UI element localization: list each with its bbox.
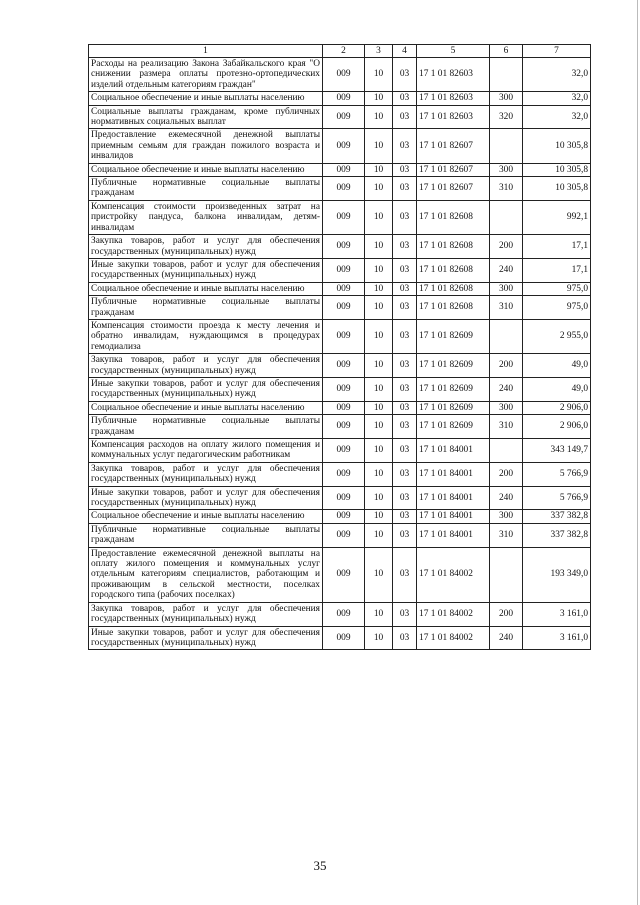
expense-type-cell: 310 (490, 177, 523, 201)
amount-cell: 343 149,7 (523, 439, 591, 463)
budget-table (88, 44, 591, 650)
ministry-code-cell: 009 (323, 377, 365, 401)
row-name-cell: Расходы на реализацию Закона Забайкальского края "О снижении размера оплаты протезно-ортопедических изделий отдельным категориям граждан" (89, 58, 323, 92)
row-name-cell: Закупка товаров, работ и услуг для обеспечения государственных (муниципальных) нужд (89, 602, 323, 626)
subsection-code-cell: 03 (393, 439, 417, 463)
amount-cell: 2 955,0 (523, 319, 591, 353)
expense-type-cell (490, 319, 523, 353)
expense-type-cell: 200 (490, 354, 523, 378)
subsection-code-cell: 03 (393, 105, 417, 129)
row-name-cell: Компенсация стоимости проезда к месту лечения и обратно инвалидам, нуждающимся в процедурах гемодиализа (89, 319, 323, 353)
target-article-cell: 17 1 01 82608 (417, 235, 490, 259)
section-code-cell: 10 (365, 319, 393, 353)
subsection-code-cell: 03 (393, 235, 417, 259)
amount-cell: 10 305,8 (523, 177, 591, 201)
ministry-code-cell: 009 (323, 354, 365, 378)
table-row (89, 462, 591, 486)
amount-cell: 975,0 (523, 282, 591, 295)
ministry-code-cell: 009 (323, 58, 365, 92)
section-code-cell: 10 (365, 296, 393, 320)
target-article-cell: 17 1 01 82607 (417, 163, 490, 176)
column-header: 6 (490, 45, 523, 58)
expense-type-cell (490, 200, 523, 234)
expense-type-cell: 200 (490, 462, 523, 486)
ministry-code-cell: 009 (323, 401, 365, 414)
row-name-cell: Социальное обеспечение и иные выплаты населению (89, 510, 323, 523)
ministry-code-cell: 009 (323, 486, 365, 510)
target-article-cell: 17 1 01 82608 (417, 296, 490, 320)
expense-type-cell: 300 (490, 163, 523, 176)
row-name-cell: Предоставление ежемесячной денежной выплаты на оплату жилого помещения и коммунальных услуг отдельным категориям специалистов, работающим и проживающим в сельской местности, поселках городского типа (рабочих поселках) (89, 547, 323, 602)
table-row (89, 296, 591, 320)
row-name-cell: Закупка товаров, работ и услуг для обеспечения государственных (муниципальных) нужд (89, 462, 323, 486)
subsection-code-cell: 03 (393, 510, 417, 523)
ministry-code-cell: 009 (323, 462, 365, 486)
row-name-cell: Социальное обеспечение и иные выплаты населению (89, 401, 323, 414)
subsection-code-cell: 03 (393, 200, 417, 234)
ministry-code-cell: 009 (323, 163, 365, 176)
ministry-code-cell: 009 (323, 235, 365, 259)
table-row (89, 129, 591, 163)
expense-type-cell: 300 (490, 401, 523, 414)
expense-type-cell: 240 (490, 258, 523, 282)
row-name-cell: Закупка товаров, работ и услуг для обеспечения государственных (муниципальных) нужд (89, 354, 323, 378)
target-article-cell: 17 1 01 84001 (417, 486, 490, 510)
amount-cell: 5 766,9 (523, 462, 591, 486)
expense-type-cell: 240 (490, 626, 523, 650)
section-code-cell: 10 (365, 602, 393, 626)
amount-cell: 49,0 (523, 354, 591, 378)
subsection-code-cell: 03 (393, 377, 417, 401)
amount-cell: 17,1 (523, 235, 591, 259)
subsection-code-cell: 03 (393, 129, 417, 163)
expense-type-cell: 310 (490, 523, 523, 547)
expense-type-cell (490, 129, 523, 163)
table-row (89, 510, 591, 523)
expense-type-cell: 310 (490, 415, 523, 439)
row-name-cell: Социальное обеспечение и иные выплаты населению (89, 282, 323, 295)
table-row (89, 163, 591, 176)
ministry-code-cell: 009 (323, 258, 365, 282)
row-name-cell: Иные закупки товаров, работ и услуг для обеспечения государственных (муниципальных) нужд (89, 258, 323, 282)
table-row (89, 523, 591, 547)
section-code-cell: 10 (365, 200, 393, 234)
table-row (89, 626, 591, 650)
subsection-code-cell: 03 (393, 523, 417, 547)
table-row (89, 439, 591, 463)
expense-type-cell: 240 (490, 377, 523, 401)
row-name-cell: Иные закупки товаров, работ и услуг для обеспечения государственных (муниципальных) нужд (89, 626, 323, 650)
table-row (89, 258, 591, 282)
target-article-cell: 17 1 01 84002 (417, 602, 490, 626)
table-row (89, 105, 591, 129)
table-row (89, 58, 591, 92)
table-body (89, 58, 591, 650)
ministry-code-cell: 009 (323, 105, 365, 129)
amount-cell: 10 305,8 (523, 163, 591, 176)
subsection-code-cell: 03 (393, 462, 417, 486)
expense-type-cell: 200 (490, 235, 523, 259)
section-code-cell: 10 (365, 92, 393, 105)
row-name-cell: Публичные нормативные социальные выплаты гражданам (89, 177, 323, 201)
amount-cell: 337 382,8 (523, 510, 591, 523)
expense-type-cell: 300 (490, 510, 523, 523)
row-name-cell: Социальное обеспечение и иные выплаты населению (89, 92, 323, 105)
expense-type-cell: 300 (490, 92, 523, 105)
target-article-cell: 17 1 01 82607 (417, 129, 490, 163)
table-row (89, 486, 591, 510)
ministry-code-cell: 009 (323, 296, 365, 320)
row-name-cell: Закупка товаров, работ и услуг для обеспечения государственных (муниципальных) нужд (89, 235, 323, 259)
section-code-cell: 10 (365, 462, 393, 486)
target-article-cell: 17 1 01 82609 (417, 319, 490, 353)
section-code-cell: 10 (365, 235, 393, 259)
target-article-cell: 17 1 01 82609 (417, 377, 490, 401)
table-row (89, 415, 591, 439)
section-code-cell: 10 (365, 129, 393, 163)
target-article-cell: 17 1 01 82608 (417, 258, 490, 282)
expense-type-cell (490, 58, 523, 92)
target-article-cell: 17 1 01 84001 (417, 462, 490, 486)
section-code-cell: 10 (365, 439, 393, 463)
target-article-cell: 17 1 01 84001 (417, 523, 490, 547)
target-article-cell: 17 1 01 82608 (417, 282, 490, 295)
target-article-cell: 17 1 01 82603 (417, 92, 490, 105)
amount-cell: 32,0 (523, 58, 591, 92)
target-article-cell: 17 1 01 82608 (417, 200, 490, 234)
ministry-code-cell: 009 (323, 129, 365, 163)
amount-cell: 992,1 (523, 200, 591, 234)
table-row (89, 354, 591, 378)
subsection-code-cell: 03 (393, 58, 417, 92)
amount-cell: 32,0 (523, 92, 591, 105)
row-name-cell: Компенсация стоимости произведенных затрат на пристройку пандуса, балкона инвалидам, детям-инвалидам (89, 200, 323, 234)
subsection-code-cell: 03 (393, 258, 417, 282)
target-article-cell: 17 1 01 82609 (417, 401, 490, 414)
amount-cell: 3 161,0 (523, 602, 591, 626)
table-row (89, 282, 591, 295)
column-header: 5 (417, 45, 490, 58)
row-name-cell: Социальное обеспечение и иные выплаты населению (89, 163, 323, 176)
section-code-cell: 10 (365, 415, 393, 439)
target-article-cell: 17 1 01 84002 (417, 626, 490, 650)
expense-type-cell (490, 439, 523, 463)
column-header: 3 (365, 45, 393, 58)
target-article-cell: 17 1 01 82603 (417, 58, 490, 92)
ministry-code-cell: 009 (323, 319, 365, 353)
section-code-cell: 10 (365, 258, 393, 282)
target-article-cell: 17 1 01 82607 (417, 177, 490, 201)
ministry-code-cell: 009 (323, 510, 365, 523)
table-row (89, 177, 591, 201)
amount-cell: 975,0 (523, 296, 591, 320)
amount-cell: 337 382,8 (523, 523, 591, 547)
table-row (89, 235, 591, 259)
subsection-code-cell: 03 (393, 486, 417, 510)
row-name-cell: Компенсация расходов на оплату жилого помещения и коммунальных услуг педагогическим работникам (89, 439, 323, 463)
target-article-cell: 17 1 01 82603 (417, 105, 490, 129)
expense-type-cell (490, 547, 523, 602)
table-row (89, 200, 591, 234)
ministry-code-cell: 009 (323, 177, 365, 201)
section-code-cell: 10 (365, 401, 393, 414)
row-name-cell: Иные закупки товаров, работ и услуг для обеспечения государственных (муниципальных) нужд (89, 486, 323, 510)
ministry-code-cell: 009 (323, 626, 365, 650)
amount-cell: 2 906,0 (523, 415, 591, 439)
amount-cell: 3 161,0 (523, 626, 591, 650)
column-header: 7 (523, 45, 591, 58)
expense-type-cell: 310 (490, 296, 523, 320)
subsection-code-cell: 03 (393, 177, 417, 201)
section-code-cell: 10 (365, 282, 393, 295)
row-name-cell: Публичные нормативные социальные выплаты гражданам (89, 523, 323, 547)
expense-type-cell: 320 (490, 105, 523, 129)
ministry-code-cell: 009 (323, 92, 365, 105)
amount-cell: 49,0 (523, 377, 591, 401)
table-row (89, 377, 591, 401)
expense-type-cell: 300 (490, 282, 523, 295)
section-code-cell: 10 (365, 163, 393, 176)
row-name-cell: Социальные выплаты гражданам, кроме публичных нормативных социальных выплат (89, 105, 323, 129)
column-header: 4 (393, 45, 417, 58)
row-name-cell: Публичные нормативные социальные выплаты гражданам (89, 415, 323, 439)
row-name-cell: Иные закупки товаров, работ и услуг для обеспечения государственных (муниципальных) нужд (89, 377, 323, 401)
target-article-cell: 17 1 01 84002 (417, 547, 490, 602)
section-code-cell: 10 (365, 354, 393, 378)
table-row (89, 547, 591, 602)
subsection-code-cell: 03 (393, 92, 417, 105)
subsection-code-cell: 03 (393, 602, 417, 626)
column-header: 2 (323, 45, 365, 58)
section-code-cell: 10 (365, 377, 393, 401)
subsection-code-cell: 03 (393, 282, 417, 295)
subsection-code-cell: 03 (393, 296, 417, 320)
ministry-code-cell: 009 (323, 200, 365, 234)
expense-type-cell: 240 (490, 486, 523, 510)
target-article-cell: 17 1 01 84001 (417, 439, 490, 463)
scan-edge-line (637, 0, 638, 905)
subsection-code-cell: 03 (393, 626, 417, 650)
target-article-cell: 17 1 01 84001 (417, 510, 490, 523)
ministry-code-cell: 009 (323, 415, 365, 439)
section-code-cell: 10 (365, 177, 393, 201)
amount-cell: 2 906,0 (523, 401, 591, 414)
section-code-cell: 10 (365, 547, 393, 602)
amount-cell: 193 349,0 (523, 547, 591, 602)
ministry-code-cell: 009 (323, 602, 365, 626)
target-article-cell: 17 1 01 82609 (417, 354, 490, 378)
amount-cell: 10 305,8 (523, 129, 591, 163)
table-row (89, 92, 591, 105)
subsection-code-cell: 03 (393, 354, 417, 378)
subsection-code-cell: 03 (393, 401, 417, 414)
ministry-code-cell: 009 (323, 523, 365, 547)
section-code-cell: 10 (365, 626, 393, 650)
section-code-cell: 10 (365, 105, 393, 129)
subsection-code-cell: 03 (393, 319, 417, 353)
table-row (89, 602, 591, 626)
amount-cell: 17,1 (523, 258, 591, 282)
ministry-code-cell: 009 (323, 282, 365, 295)
target-article-cell: 17 1 01 82609 (417, 415, 490, 439)
section-code-cell: 10 (365, 58, 393, 92)
subsection-code-cell: 03 (393, 547, 417, 602)
subsection-code-cell: 03 (393, 163, 417, 176)
page-number: 35 (313, 858, 327, 873)
row-name-cell: Предоставление ежемесячной денежной выплаты приемным семьям для граждан пожилого возраста и инвалидов (89, 129, 323, 163)
column-header: 1 (89, 45, 323, 58)
row-name-cell: Публичные нормативные социальные выплаты гражданам (89, 296, 323, 320)
header-row (89, 45, 591, 58)
ministry-code-cell: 009 (323, 439, 365, 463)
amount-cell: 5 766,9 (523, 486, 591, 510)
ministry-code-cell: 009 (323, 547, 365, 602)
section-code-cell: 10 (365, 486, 393, 510)
subsection-code-cell: 03 (393, 415, 417, 439)
table-row (89, 319, 591, 353)
table-row (89, 401, 591, 414)
section-code-cell: 10 (365, 523, 393, 547)
amount-cell: 32,0 (523, 105, 591, 129)
section-code-cell: 10 (365, 510, 393, 523)
expense-type-cell: 200 (490, 602, 523, 626)
